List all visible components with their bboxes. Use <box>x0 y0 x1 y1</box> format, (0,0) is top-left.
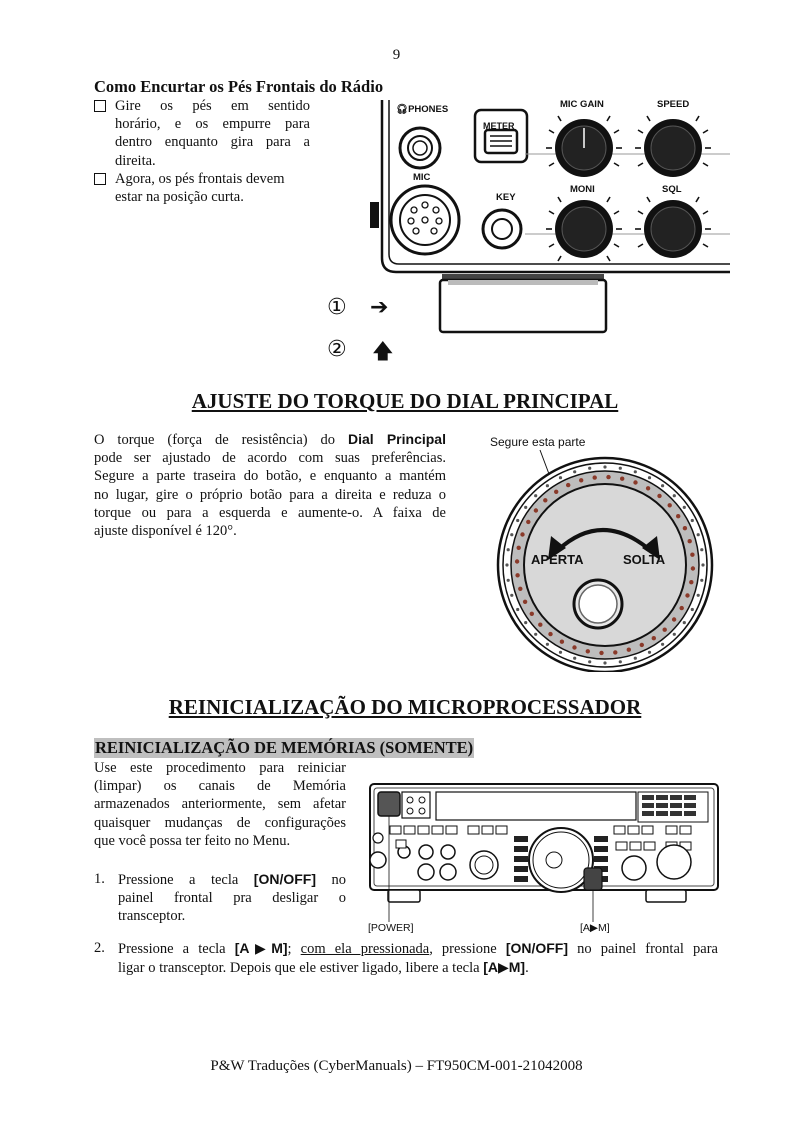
checkbox-bullet-icon <box>94 100 106 112</box>
dial-grip-dot <box>676 514 680 518</box>
dial-grip-dot <box>588 467 591 470</box>
feet-bullet-list <box>94 97 310 206</box>
front-panel-figure <box>320 92 730 382</box>
dial-grip-dot <box>560 640 564 644</box>
dial-grip-dot <box>691 566 695 570</box>
speed-label: SPEED <box>657 99 690 110</box>
arrow-right-icon: ➔ <box>370 294 389 319</box>
dial-grip-dot <box>507 579 510 582</box>
dial-grip-dot <box>515 559 519 563</box>
reset-section-title: REINICIALIZAÇÃO DO MICROPROCESSADOR <box>168 695 642 719</box>
dial-grip-dot <box>697 533 700 536</box>
main-dial-illustration <box>480 432 720 672</box>
step-number: 2. <box>94 940 105 956</box>
dial-grip-dot <box>520 532 524 536</box>
loosen-label: SOLTA <box>623 552 666 567</box>
main-dial-key: Dial Principal <box>347 431 446 447</box>
feet-bullet-1 <box>94 97 310 170</box>
intro-line: (limpar) os canais de Memória <box>94 778 346 795</box>
torque-line-1: O torque (força de resistência) do Dial Principal <box>94 431 446 448</box>
main-dial-figure <box>480 432 720 672</box>
dial-grip-dot <box>685 593 689 597</box>
bullet1-line: Gire os pés em sentido <box>115 98 310 114</box>
dial-grip-dot <box>619 467 622 470</box>
reset-step-1 <box>94 870 346 926</box>
step-number: 1. <box>94 871 105 887</box>
dial-grip-dot <box>518 587 522 591</box>
bullet2-line: Agora, os pés frontais devem <box>115 170 285 187</box>
intro-line: Use este procedimento para reiniciar <box>94 760 346 776</box>
dial-grip-dot <box>652 636 656 640</box>
dial-grip-dot <box>634 470 637 473</box>
am-key-label: [A▶M] <box>580 922 610 934</box>
dial-grip-dot <box>526 520 530 524</box>
intro-line: armazenados anteriormente, sem afetar <box>94 796 346 813</box>
headphones-icon: 🎧︎ <box>396 104 409 115</box>
phones-label: 🎧︎PHONES <box>396 104 449 115</box>
step2-line-1: Pressione a tecla [A▶M]; com ela pressionada, pressione [ON/OFF] no painel frontal para <box>118 940 718 957</box>
dial-grip-dot <box>691 519 694 522</box>
dial-grip-dot <box>683 526 687 530</box>
dial-grip-dot <box>546 484 549 487</box>
dial-grip-dot <box>517 546 521 550</box>
dial-grip-dot <box>523 600 527 604</box>
dial-grip-dot <box>510 533 513 536</box>
torque-line: no lugar, gire o próprio botão para a direita e reduza o <box>94 486 446 503</box>
dial-grip-dot <box>673 633 676 636</box>
feet-section-title: Como Encurtar os Pés Frontais do Rádio <box>94 77 384 96</box>
step1-line-3: transceptor. <box>118 908 186 925</box>
dial-grip-dot <box>534 633 537 636</box>
dial-grip-dot <box>566 483 570 487</box>
transceiver-illustration <box>366 780 722 936</box>
dial-grip-dot <box>543 498 547 502</box>
underlined-phrase: com ela pressionada <box>300 941 430 957</box>
dial-grip-dot <box>661 643 664 646</box>
dial-grip-dot <box>633 480 637 484</box>
dial-grip-dot <box>593 475 597 479</box>
dial-grip-dot <box>700 548 703 551</box>
dial-grip-dot <box>701 563 704 566</box>
dial-grip-dot <box>603 465 606 468</box>
dial-grip-dot <box>538 623 542 627</box>
step-2-marker: ② <box>327 336 347 361</box>
step-1-marker: ① <box>327 294 347 319</box>
dial-grip-dot <box>646 486 650 490</box>
key-label: KEY <box>496 192 516 203</box>
page-footer: P&W Traduções (CyberManuals) – FT950CM-001-21042008 <box>210 1058 583 1074</box>
dial-grip-dot <box>559 651 562 654</box>
arrow-up-icon: 🡅 <box>372 340 394 363</box>
dial-grip-dot <box>505 563 508 566</box>
step1-line-2: painel frontal pra desligar o <box>118 890 346 907</box>
bullet1-line: dentro enquanto gira para a <box>115 134 310 151</box>
dial-grip-dot <box>534 494 537 497</box>
dial-grip-dot <box>579 478 583 482</box>
dial-grip-dot <box>648 651 651 654</box>
dial-grip-dot <box>586 649 590 653</box>
dial-grip-dot <box>688 539 692 543</box>
dial-grip-dot <box>572 645 576 649</box>
bullet1-line: horário, e os empurre para <box>115 116 310 133</box>
dial-grip-dot <box>673 494 676 497</box>
step2-line-2: ligar o transceptor. Depois que ele estiver ligado, libere a tecla [A▶M]. <box>118 959 529 977</box>
dial-grip-dot <box>672 617 676 621</box>
transceiver-figure <box>366 780 722 936</box>
dial-grip-dot <box>588 660 591 663</box>
tighten-label: APERTA <box>531 552 584 567</box>
moni-label: MONI <box>570 184 595 195</box>
dial-grip-dot <box>573 470 576 473</box>
dial-grip-dot <box>606 475 610 479</box>
dial-grip-dot <box>619 660 622 663</box>
dial-grip-dot <box>620 477 624 481</box>
on-off-key: [ON/OFF] <box>505 940 569 956</box>
dial-grip-dot <box>613 650 617 654</box>
dial-grip-dot <box>530 612 534 616</box>
dial-grip-dot <box>691 608 694 611</box>
memory-reset-subtitle: REINICIALIZAÇÃO DE MEMÓRIAS (SOMENTE) <box>95 738 474 757</box>
dial-grip-dot <box>627 648 631 652</box>
dial-grip-dot <box>534 508 538 512</box>
dial-grip-dot <box>680 606 684 610</box>
feet-bullet-2 <box>94 170 310 206</box>
meter-label: METER <box>483 121 515 131</box>
dial-grip-dot <box>548 632 552 636</box>
a-to-m-key: [A▶M] <box>483 959 526 976</box>
dial-grip-dot <box>661 484 664 487</box>
torque-line: pode ser ajustado de acordo com suas preferências. <box>94 450 446 467</box>
dial-grip-dot <box>524 621 527 624</box>
dial-grip-dot <box>546 643 549 646</box>
dial-grip-dot <box>689 580 693 584</box>
dial-grip-dot <box>690 553 694 557</box>
a-to-m-key: [A▶M] <box>234 940 288 956</box>
page-number: 9 <box>392 47 401 63</box>
torque-line: ajuste disponível é 120°. <box>94 523 237 540</box>
dial-grip-dot <box>668 503 672 507</box>
power-key-label: [POWER] <box>368 922 414 934</box>
reset-intro-paragraph <box>94 759 346 850</box>
dial-grip-dot <box>634 657 637 660</box>
dial-grip-dot <box>599 651 603 655</box>
torque-section-title: AJUSTE DO TORQUE DO DIAL PRINCIPAL <box>191 389 619 413</box>
mic-label: MIC <box>413 172 431 183</box>
dial-grip-dot <box>683 621 686 624</box>
intro-line: quaisquer mudanças de configurações <box>94 814 346 831</box>
intro-line: que você possa ter feito no Menu. <box>94 832 291 849</box>
checkbox-bullet-icon <box>94 173 106 185</box>
dial-grip-dot <box>648 476 651 479</box>
dial-grip-dot <box>507 548 510 551</box>
torque-line: torque ou para a esquerda e aumente-o. A faixa de <box>94 504 446 521</box>
bullet1-line: direita. <box>115 152 156 169</box>
on-off-key: [ON/OFF] <box>253 871 317 887</box>
mic-gain-label: MIC GAIN <box>560 99 604 110</box>
dial-grip-dot <box>510 594 513 597</box>
dial-grip-dot <box>516 519 519 522</box>
reset-step-2 <box>94 939 718 977</box>
dial-grip-dot <box>524 506 527 509</box>
dial-grip-dot <box>559 476 562 479</box>
dial-grip-dot <box>554 490 558 494</box>
sql-label: SQL <box>662 184 682 195</box>
dial-grip-dot <box>573 657 576 660</box>
dial-grip-dot <box>640 643 644 647</box>
dial-grip-dot <box>700 579 703 582</box>
step1-line-1: Pressione a tecla [ON/OFF] no <box>118 871 346 888</box>
torque-line: Segure a parte traseira do botão, e enquanto a mantém <box>94 468 446 485</box>
hold-this-part-label: Segure esta parte <box>490 435 586 449</box>
dial-grip-dot <box>516 608 519 611</box>
dial-grip-dot <box>657 494 661 498</box>
dial-grip-dot <box>697 594 700 597</box>
torque-paragraph <box>94 430 446 540</box>
bullet2-line: estar na posição curta. <box>115 188 244 205</box>
dial-grip-dot <box>663 628 667 632</box>
dial-grip-dot <box>683 506 686 509</box>
dial-grip-dot <box>603 661 606 664</box>
dial-grip-dot <box>515 573 519 577</box>
